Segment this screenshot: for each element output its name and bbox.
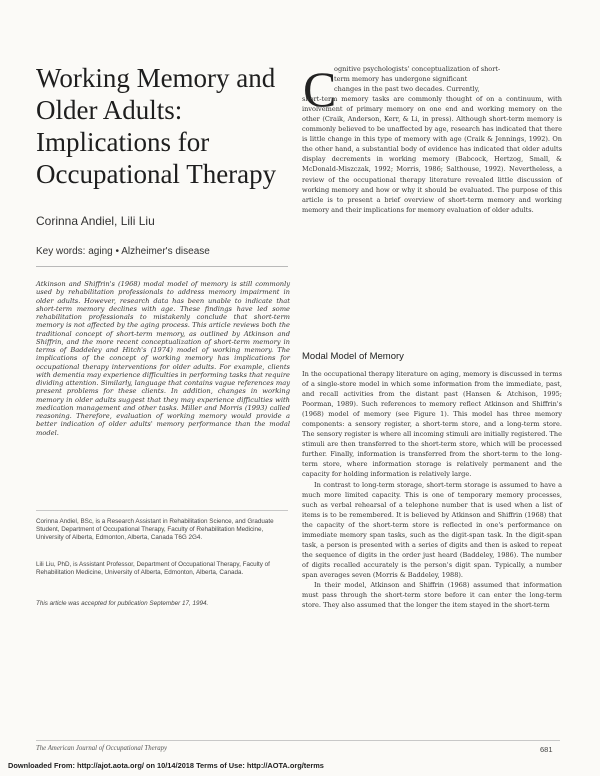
footer-divider [36,740,560,741]
intro-line: changes in the past two decades. Currently, [334,85,480,94]
title-line: Implications for [36,127,210,157]
section-heading: Modal Model of Memory [302,351,404,362]
acceptance-note: This article was accepted for publication September 17, 1994. [36,600,209,607]
page-number: 681 [540,745,553,754]
intro-line: term memory has undergone significant [334,75,468,84]
article-title [36,62,286,190]
authors: Corinna Andiel, Lili Liu [36,214,155,228]
title-line: Occupational Therapy [36,159,277,189]
divider [36,510,288,511]
body-paragraph: In their model, Atkinson and Shiffrin (1968) assumed that information must pass through the short-term store before it can enter the long-term store. They also assumed that the longer the item stayed in the short-term [302,580,562,610]
body-paragraph: In contrast to long-term storage, short-term storage is assumed to have a much more limited capacity. This is one of temporary memory processes, such as verbal rehearsal of a telephone number that is used when a list of items is to be remembered. It is believed by Atkinson and Shiffrin (1968) that the capacity of the short-term store is reflected in one's performance on immediate memory span tasks, such as the digit-span task. In the digit-span task, a person is presented with a series of digits and then is asked to repeat the sequence of digits in the order just heard (Baddeley, 1986). The number of digits recalled accurately is the person's digit span. Typically, a number span averages seven (Morris & Baddeley, 1988). [302,480,562,579]
introduction [302,61,562,215]
abstract: Atkinson and Shiffrin's (1968) modal model of memory is still commonly used by rehabilitation professionals to address memory impairment in older adults. However, research data has been unable to indicate that short-term memory declines with age. These findings have led some rehabilitation professionals to mistakenly conclude that short-term memory is not affected by the aging process. This article reviews both the traditional concept of short-term memory, as outlined by Atkinson and Shiffrin, and the more recent conceptualization of short-term memory in terms of Baddeley and Hitch's (1974) model of working memory. The implications of the concept of working memory has implications for occupational therapy interventions for older adults. For example, clients with dementia may experience difficulties in performing tasks that require dividing attention. Similarly, language that contains vague references may present problems for these clients. In addition, changes in working memory in older adults suggest that they may experience difficulties with medication management and other tasks. Miller and Morris (1993) called reasoning. Therefore, evaluation of working memory would provide a better indication of older adults' memory performance than the modal model. [36,280,290,437]
divider [36,266,288,267]
body-paragraph: In the occupational therapy literature on aging, memory is discussed in terms of a single-store model in which some information from the immediate, past, and recall activities from the distant past (Hansen & Atchison, 1995; Poorman, 1989). Such references to memory reflect Atkinson and Shiffrin's (1968) model of memory (see Figure 1). This model has three memory components: a sensory register, a short-term store, and a long-term store. The sensory register is where all incoming stimuli are initially registered. The stimuli are then transferred to the short-term store, which will be processed further. Finally, information is transferred from the short-term to the long-term store, where information storage is relatively permanent and the capacity for holding information is relatively large. [302,370,562,479]
modal-model-section [302,369,562,610]
drop-cap: C [303,61,337,117]
title-line: Older Adults: [36,95,183,125]
intro-line: ognitive psychologists' conceptualization of short- [334,65,501,73]
affiliation-first-author: Corinna Andiel, BSc, is a Research Assistant in Rehabilitation Science, and Graduate Student, Department of Occupational Therapy, Faculty of Rehabilitation Medicine, University of Alberta, Edmonton, Alberta, Canada T6G 2G4. [36,518,274,542]
title-line: Working Memory and [36,63,276,93]
affiliation-second-author: Lili Liu, PhD, is Assistant Professor, Department of Occupational Therapy, Faculty of Rehabilitation Medicine, University of Alberta, Edmonton, Alberta, Canada. [36,561,270,577]
download-note: Downloaded From: http://ajot.aota.org/ on 10/14/2018 Terms of Use: http://AOTA.org/terms [8,761,324,770]
keywords: Key words: aging • Alzheimer's disease [36,246,210,257]
journal-name: The American Journal of Occupational Therapy [36,745,168,752]
intro-paragraph: short-term memory tasks are commonly thought of on a continuum, with involvement of primary memory on one end and working memory on the other (Craik, Anderson, Kerr, & Li, in press). Although short-term memory is commonly believed to be unaffected by age, research has indicated that there is little change in this type of memory with age (Craik & Jennings, 1992). On the other hand, a substantial body of evidence has indicated that older adults display decrements in working memory (Babcock, Hertzog, Small, & McDonald-Miszczak, 1992; Morris, 1986; Salthouse, 1992). Nevertheless, a review of the occupational therapy literature revealed little discussion of working memory and how or why it should be evaluated. The purpose of this article is to present a brief overview of short-term memory and working memory and their implications for memory evaluation of older adults. [302,95,562,214]
